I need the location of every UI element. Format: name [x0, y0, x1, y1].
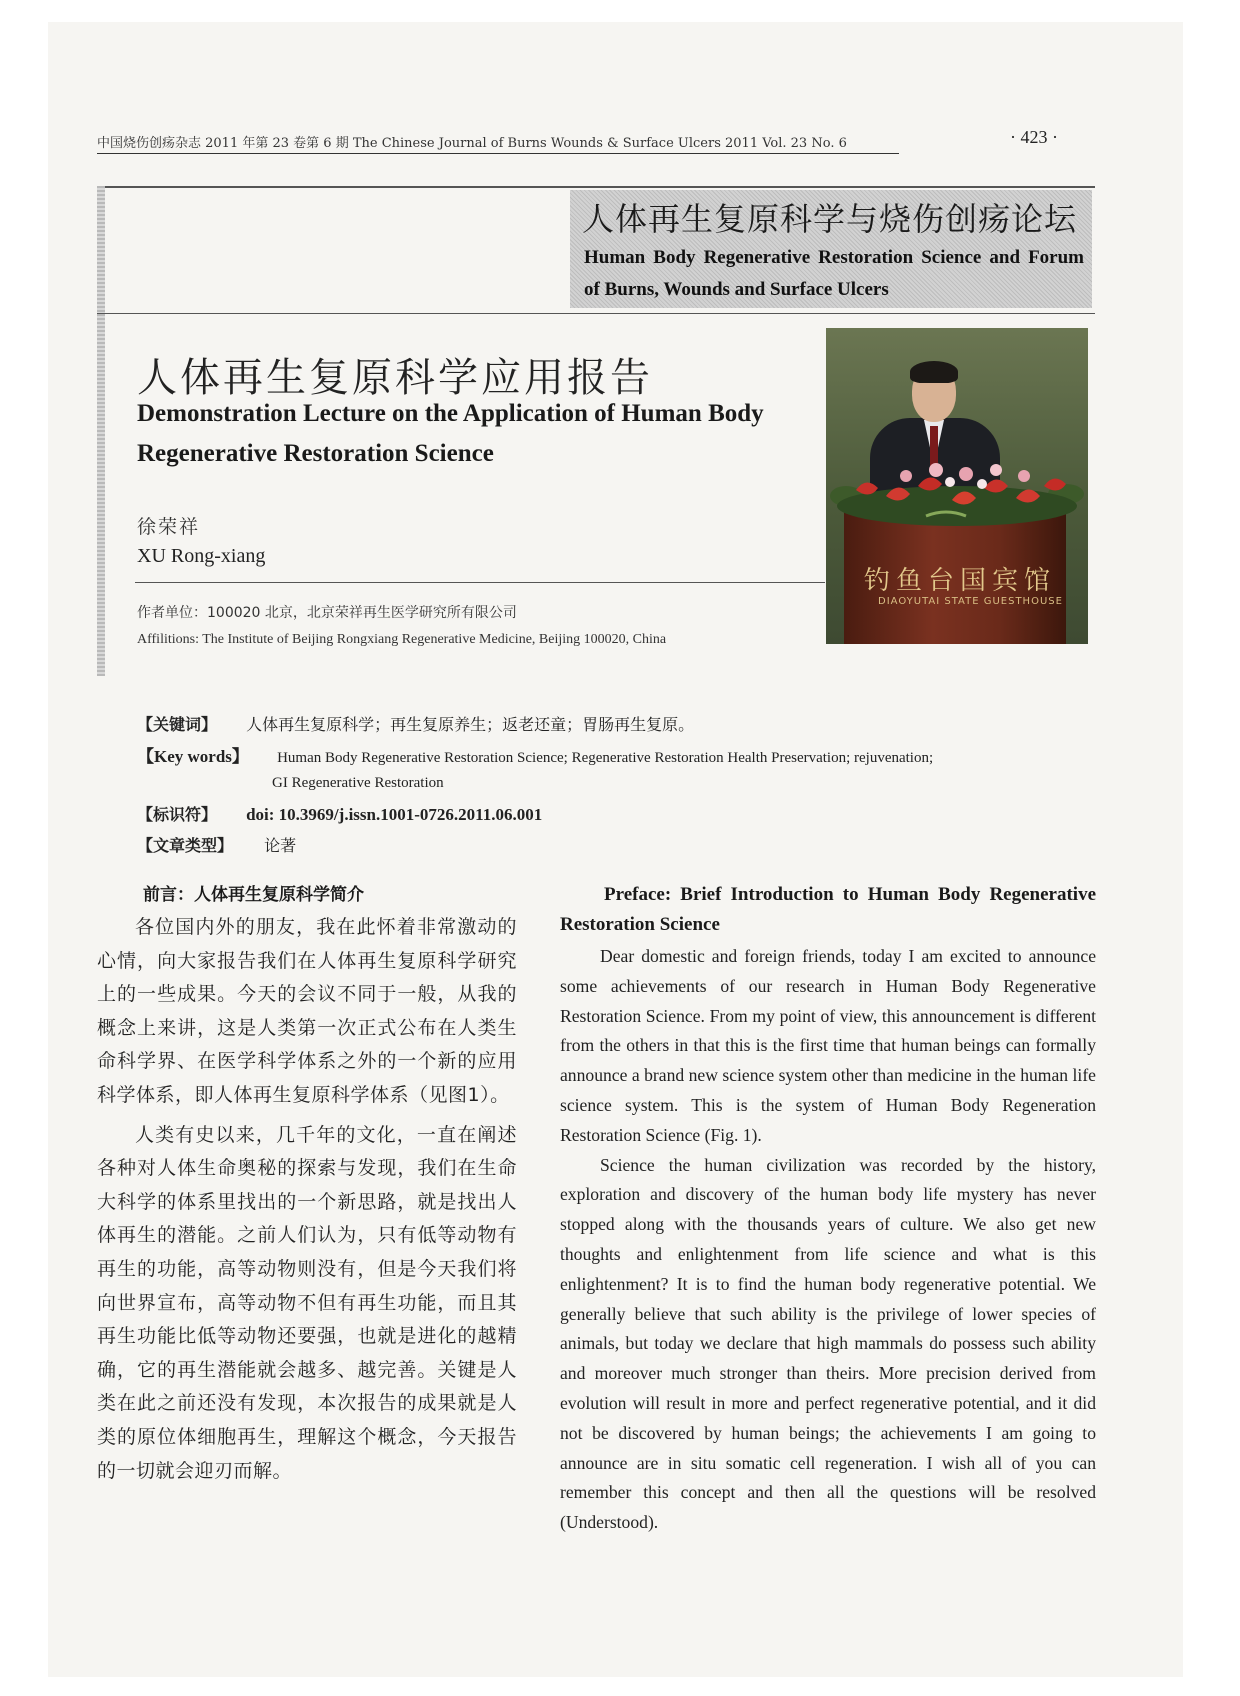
- section-heading-en: Preface: Brief Introduction to Human Body Regenerative Restoration Science: [560, 884, 1096, 935]
- affiliation-en: Affilitions: The Institute of Beijing Rongxiang Regenerative Medicine, Beijing 100020, China: [137, 632, 667, 647]
- article-title-en: Demonstration Lecture on the Application of Human Body Regenerative Restoration Science: [137, 400, 764, 467]
- article-type: 论著: [264, 836, 297, 855]
- keywords-zh-row: [137, 712, 694, 735]
- affiliation-rule: [135, 582, 825, 583]
- lectern-text: 钓鱼台国宾馆: [864, 566, 1057, 596]
- affiliation-zh: 作者单位：100020 北京，北京荣祥再生医学研究所有限公司: [137, 605, 517, 621]
- page-number: · 423 ·: [1010, 127, 1058, 147]
- article-type-label: 【文章类型】: [137, 836, 234, 855]
- speaker-photo: [826, 328, 1088, 644]
- keywords-zh-label: 【关键词】: [137, 715, 218, 734]
- right-column-en: [560, 880, 1096, 1538]
- speaker-hair: [910, 361, 958, 383]
- top-rule: [97, 186, 1095, 188]
- paragraph-zh-1: 各位国内外的朋友，我在此怀着非常激动的心情，向大家报告我们在人体再生复原科学研究上的一些成果。今天的会议不同于一般，从我的概念上来讲，这是人类第一次正式公布在人类生命科学界、在医学科学体系之外的一个新的应用科学体系，即人体再生复原科学体系（见图1）。: [97, 916, 517, 1106]
- keywords-en-line2: GI Regenerative Restoration: [272, 775, 444, 791]
- keywords-en-line1: Human Body Regenerative Restoration Science; Regenerative Restoration Health Preservation; rejuvenation;: [277, 750, 934, 766]
- paragraph-en-2: Science the human civilization was recorded by the history, exploration and discovery of the human body life mystery has never stopped along with the thousands years of culture. We also get new thoughts and enlightenment from life science and what is this enlightenment? It is to find the human body regenerative potential. We generally believe that such ability is the privilege of lower species of animals, but today we declare that high mammals do possess such ability and moreover much stronger than theirs. More precision derived from evolution will result in more and perfect regenerative potential, and it did not be discovered by human beings; the achievements I am going to announce are in situ somatic cell regeneration. I wish all of you can remember this concept and then all the questions will be resolved (Understood).: [560, 1154, 1096, 1533]
- left-column-zh: [97, 880, 517, 1494]
- author-name-zh: 徐荣祥: [137, 516, 201, 538]
- paragraph-zh-2: 人类有史以来，几千年的文化，一直在阐述各种对人体生命奥秘的探索与发现，我们在生命大科学的体系里找出的一个新思路，就是找出人体再生的潜能。之前人们认为，只有低等动物有再生的功能，高等动物则没有，但是今天我们将向世界宣布，高等动物不但有再生功能，而且其再生功能比低等动物还要强，也就是进化的越精确，它的再生潜能就会越多、越完善。关键是人类在此之前还没有发现，本次报告的成果就是人类的原位体细胞再生，理解这个概念，今天报告的一切就会迎刃而解。: [97, 1123, 517, 1482]
- article-type-row: [137, 833, 296, 856]
- side-bar: [97, 186, 105, 676]
- section-heading-zh: 前言：人体再生复原科学简介: [143, 885, 364, 905]
- doi-row: [137, 802, 542, 825]
- lectern-subtext: DIAOYUTAI STATE GUESTHOUSE: [878, 596, 1063, 607]
- keywords-en-label: 【Key words】: [137, 747, 249, 766]
- paragraph-en-1: Dear domestic and foreign friends, today I am excited to announce some achievements of our research in Human Body Regenerative Restoration Science. From my point of view, this announcement is different from the others in that this is the first time that human beings can formally announce a brand new science system other than medicine in the human life science system. This is the system of Human Body Regeneration Restoration Science (Fig. 1).: [560, 946, 1096, 1145]
- flower-arrangement: [826, 456, 1088, 528]
- author-name-en: XU Rong-xiang: [137, 545, 266, 567]
- doi-label: 【标识符】: [137, 805, 218, 824]
- keywords-en-row-2: [272, 772, 444, 792]
- forum-title-en: Human Body Regenerative Restoration Science and Forum of Burns, Wounds and Surface Ulcers: [584, 247, 1084, 300]
- forum-banner: [570, 190, 1092, 308]
- doi-value: doi: 10.3969/j.issn.1001-0726.2011.06.001: [246, 805, 543, 824]
- forum-title-zh: 人体再生复原科学与烧伤创疡论坛: [582, 200, 1078, 238]
- article-title-zh: 人体再生复原科学应用报告: [137, 355, 653, 401]
- running-head: 中国烧伤创疡杂志 2011 年第 23 卷第 6 期 The Chinese Journal of Burns Wounds & Surface Ulcers 2011 Vol. 23 No. 6: [97, 132, 899, 154]
- section-rule: [97, 313, 1095, 314]
- keywords-zh: 人体再生复原科学；再生复原养生；返老还童；胃肠再生复原。: [246, 715, 695, 734]
- keywords-en-row: [137, 742, 933, 767]
